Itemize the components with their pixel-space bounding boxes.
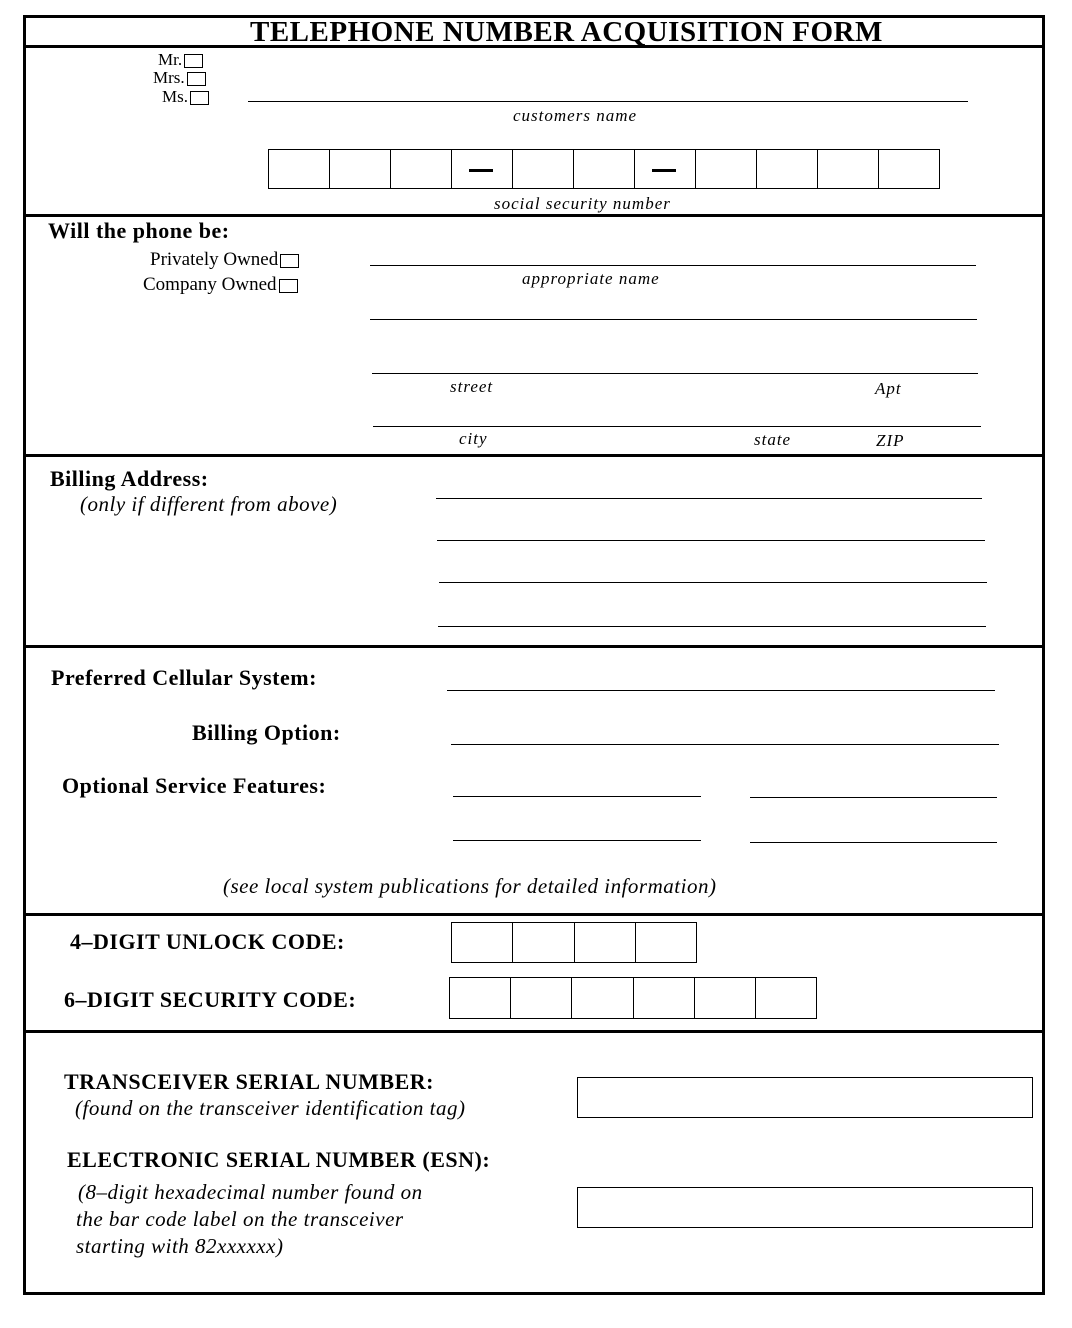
transceiver-serial-field[interactable]	[577, 1077, 1033, 1118]
billing-line-3[interactable]	[439, 582, 987, 583]
security-digit-box[interactable]	[572, 978, 633, 1018]
ssn-caption: social security number	[494, 194, 671, 213]
unlock-code-label: 4–DIGIT UNLOCK CODE:	[70, 929, 345, 954]
appropriate-name-caption: appropriate name	[522, 269, 660, 288]
city-line[interactable]	[373, 426, 981, 427]
salutation-mr[interactable]	[158, 50, 203, 70]
preferred-system-label: Preferred Cellular System:	[51, 665, 317, 690]
salutation-ms-label: Ms.	[162, 87, 188, 106]
ssn-digit-box[interactable]	[818, 150, 879, 188]
privately-owned-label: Privately Owned	[150, 249, 279, 270]
appropriate-name-line[interactable]	[370, 265, 976, 266]
transceiver-serial-note: (found on the transceiver identification tag)	[75, 1096, 466, 1120]
salutation-mrs-label: Mrs.	[153, 68, 185, 87]
apt-caption: Apt	[875, 379, 902, 398]
unlock-digit-box[interactable]	[636, 923, 696, 962]
ssn-digit-box[interactable]	[391, 150, 452, 188]
privately-owned-checkbox[interactable]	[280, 254, 299, 268]
salutation-mr-label: Mr.	[158, 50, 183, 69]
ssn-digit-box[interactable]	[574, 150, 635, 188]
security-digit-box[interactable]	[511, 978, 572, 1018]
preferred-system-line[interactable]	[447, 690, 995, 691]
esn-note-line-1: (8–digit hexadecimal number found on	[78, 1180, 423, 1204]
feature-line-4[interactable]	[750, 842, 997, 843]
billing-option-label: Billing Option:	[192, 720, 341, 745]
salutation-ms[interactable]	[162, 87, 209, 107]
divider	[23, 214, 1045, 217]
feature-line-2[interactable]	[750, 797, 997, 798]
ssn-digit-box[interactable]	[757, 150, 818, 188]
security-digit-box[interactable]	[450, 978, 511, 1018]
security-digit-box[interactable]	[695, 978, 756, 1018]
salutation-mr-checkbox[interactable]	[184, 54, 203, 68]
ssn-dash	[469, 169, 493, 172]
security-digit-box[interactable]	[756, 978, 816, 1018]
ownership-heading: Will the phone be:	[48, 218, 230, 243]
state-caption: state	[754, 430, 792, 449]
divider	[23, 454, 1045, 457]
salutation-ms-checkbox[interactable]	[190, 91, 209, 105]
security-code-boxes[interactable]	[449, 977, 817, 1019]
ssn-separator-box	[452, 150, 513, 188]
transceiver-serial-label: TRANSCEIVER SERIAL NUMBER:	[64, 1069, 434, 1094]
zip-caption: ZIP	[876, 431, 905, 450]
esn-field[interactable]	[577, 1187, 1033, 1228]
unlock-digit-box[interactable]	[452, 923, 513, 962]
esn-note-line-2: the bar code label on the transceiver	[76, 1207, 404, 1231]
salutation-mrs[interactable]	[153, 68, 206, 88]
unlock-digit-box[interactable]	[513, 923, 574, 962]
security-digit-box[interactable]	[634, 978, 695, 1018]
ssn-digit-box[interactable]	[879, 150, 939, 188]
ssn-digit-box[interactable]	[330, 150, 391, 188]
company-owned-option[interactable]	[143, 274, 298, 296]
feature-line-1[interactable]	[453, 796, 701, 797]
address-line[interactable]	[370, 319, 977, 320]
street-caption: street	[450, 377, 494, 396]
divider	[23, 45, 1045, 48]
billing-address-heading: Billing Address:	[50, 466, 209, 491]
ssn-digit-box[interactable]	[269, 150, 330, 188]
feature-line-3[interactable]	[453, 840, 701, 841]
esn-label: ELECTRONIC SERIAL NUMBER (ESN):	[67, 1147, 491, 1172]
billing-line-2[interactable]	[437, 540, 985, 541]
ssn-digit-box[interactable]	[696, 150, 757, 188]
salutation-mrs-checkbox[interactable]	[187, 72, 206, 86]
billing-option-line[interactable]	[451, 744, 999, 745]
divider	[23, 645, 1045, 648]
security-code-label: 6–DIGIT SECURITY CODE:	[64, 987, 357, 1012]
divider	[23, 913, 1045, 916]
ssn-digit-box[interactable]	[513, 150, 574, 188]
city-caption: city	[459, 429, 488, 448]
billing-address-note: (only if different from above)	[80, 492, 338, 516]
form-title: TELEPHONE NUMBER ACQUISITION FORM	[250, 16, 883, 48]
divider	[23, 1030, 1045, 1033]
esn-note-line-3: starting with 82xxxxxx)	[76, 1234, 284, 1258]
privately-owned-option[interactable]	[150, 249, 299, 271]
unlock-code-boxes[interactable]	[451, 922, 697, 963]
billing-line-4[interactable]	[438, 626, 986, 627]
customer-name-caption: customers name	[513, 106, 638, 125]
ssn-dash	[652, 169, 676, 172]
unlock-digit-box[interactable]	[575, 923, 636, 962]
ssn-boxes[interactable]	[268, 149, 940, 189]
customer-name-line[interactable]	[248, 101, 968, 102]
billing-line-1[interactable]	[436, 498, 982, 499]
optional-features-label: Optional Service Features:	[62, 773, 327, 798]
company-owned-checkbox[interactable]	[279, 279, 298, 293]
street-line[interactable]	[372, 373, 978, 374]
ssn-separator-box	[635, 150, 696, 188]
service-note: (see local system publications for detailed information)	[223, 874, 717, 898]
company-owned-label: Company Owned	[143, 274, 277, 295]
